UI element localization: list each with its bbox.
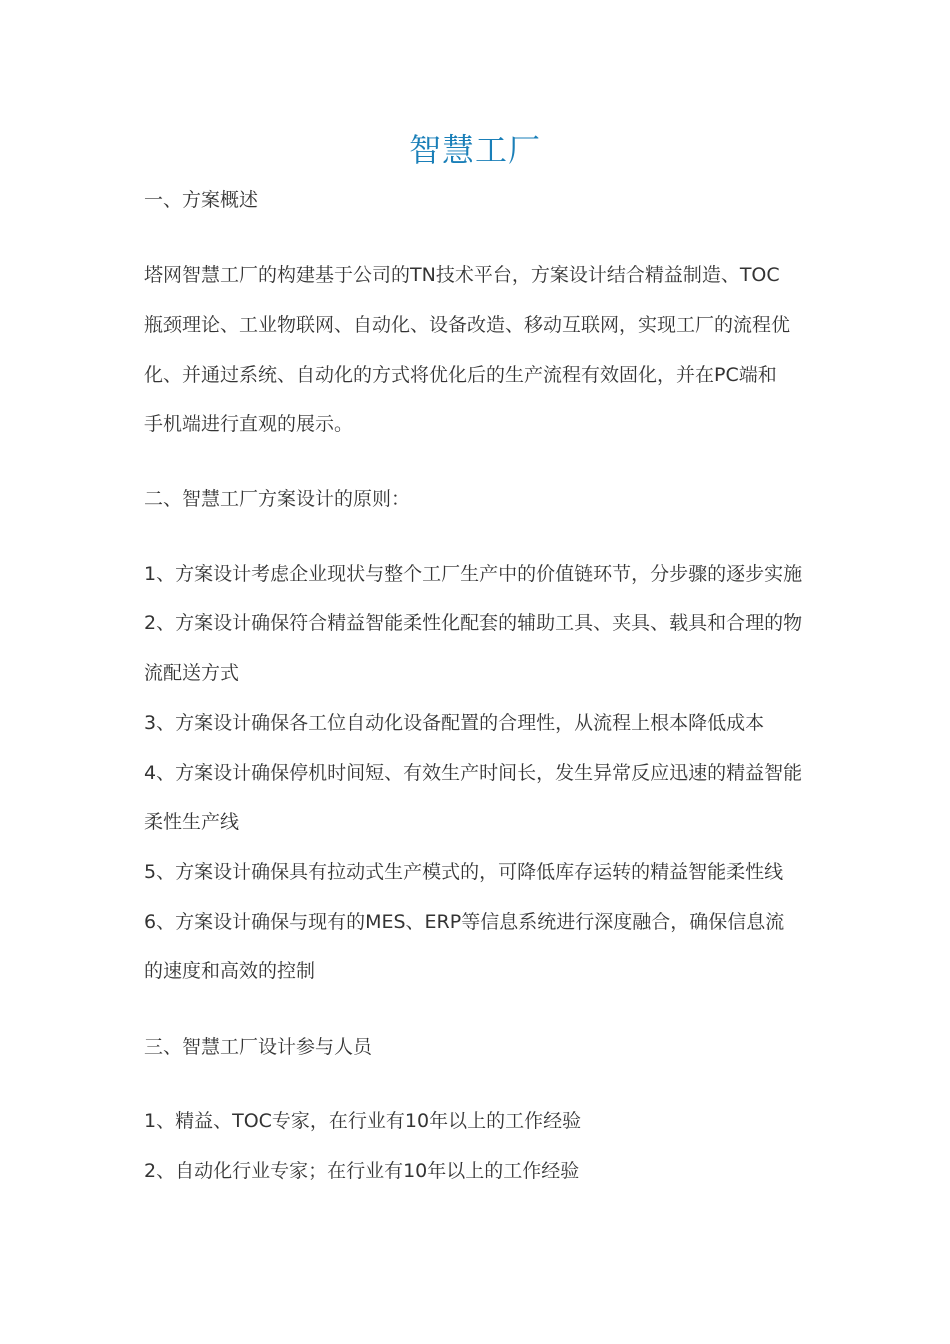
list-item: 6、方案设计确保与现有的MES、ERP等信息系统进行深度融合，确保信息流 [144,911,785,933]
paragraph-line: 化、并通过系统、自动化的方式将优化后的生产流程有效固化，并在PC端和 [144,364,777,386]
paragraph-line: 瓶颈理论、工业物联网、自动化、设备改造、移动互联网，实现工厂的流程优 [144,314,791,336]
list-item-continuation: 柔性生产线 [144,811,240,833]
section-heading-participants: 三、智慧工厂设计参与人员 [144,1036,373,1058]
list-item: 5、方案设计确保具有拉动式生产模式的，可降低库存运转的精益智能柔性线 [144,861,784,883]
list-item: 4、方案设计确保停机时间短、有效生产时间长，发生异常反应迅速的精益智能 [144,762,803,784]
list-item: 1、方案设计考虑企业现状与整个工厂生产中的价值链环节，分步骤的逐步实施 [144,563,803,585]
paragraph-line: 塔网智慧工厂的构建基于公司的TN技术平台，方案设计结合精益制造、TOC [144,264,780,286]
list-item: 2、自动化行业专家；在行业有10年以上的工作经验 [144,1160,580,1182]
list-item-continuation: 的速度和高效的控制 [144,960,316,982]
list-item: 1、精益、TOC专家，在行业有10年以上的工作经验 [144,1110,582,1132]
document-title: 智慧工厂 [408,131,541,169]
paragraph-line: 手机端进行直观的展示。 [144,413,354,435]
section-heading-overview: 一、方案概述 [144,189,259,211]
list-item-continuation: 流配送方式 [144,662,240,684]
list-item: 2、方案设计确保符合精益智能柔性化配套的辅助工具、夹具、载具和合理的物 [144,612,803,634]
section-heading-principles: 二、智慧工厂方案设计的原则： [144,488,411,510]
list-item: 3、方案设计确保各工位自动化设备配置的合理性，从流程上根本降低成本 [144,712,765,734]
